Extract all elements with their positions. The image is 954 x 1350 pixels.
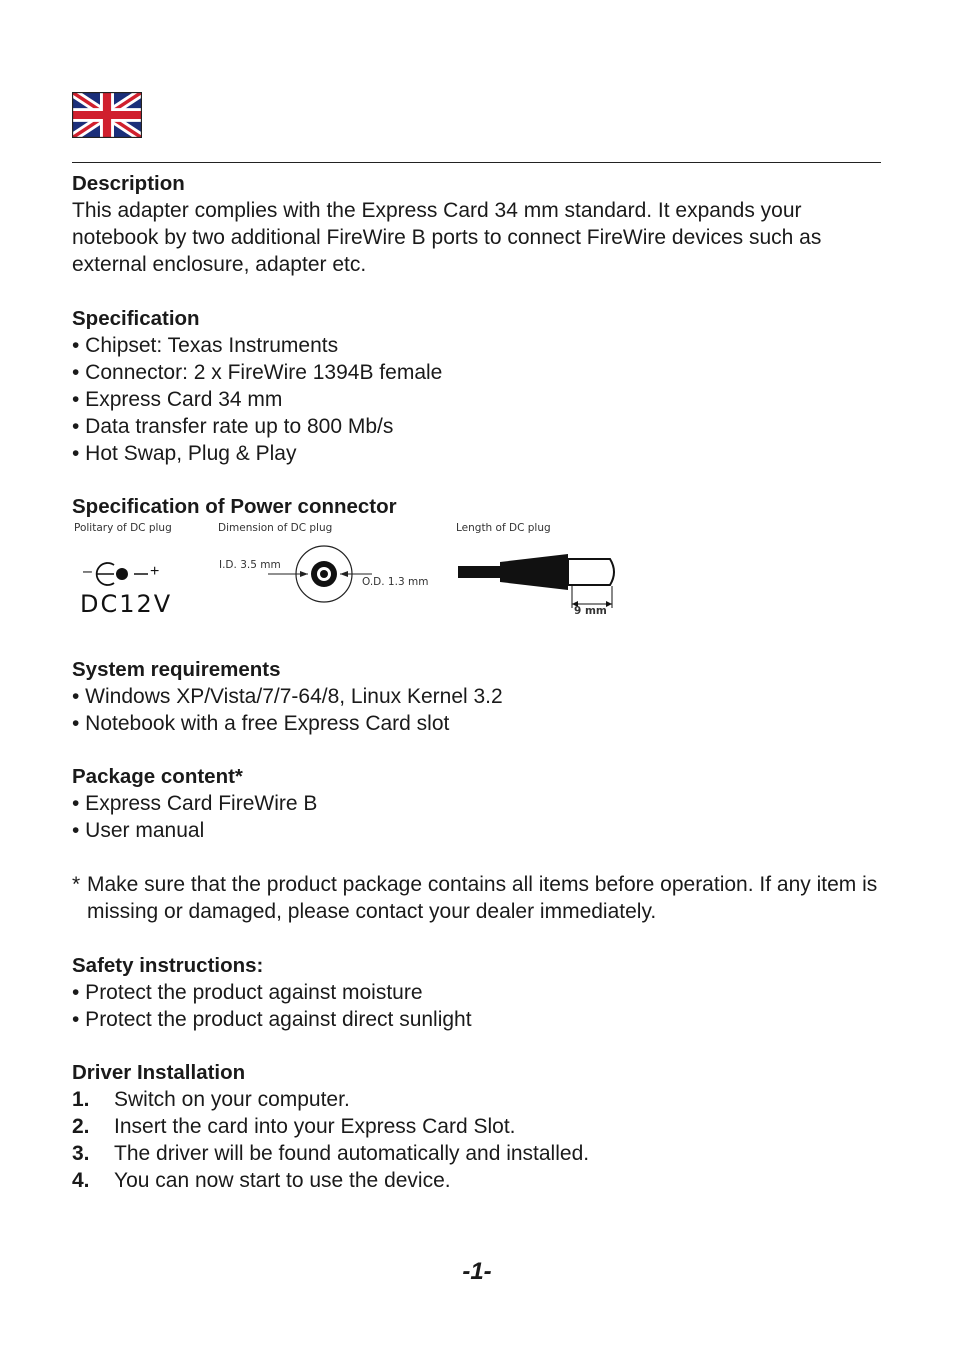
list-item: • Protect the product against moisture: [72, 981, 423, 1004]
list-item: • Protect the product against direct sunlight: [72, 1008, 472, 1031]
package-heading: Package content*: [72, 765, 243, 788]
specification-section: [72, 305, 884, 467]
page-number: -1-: [462, 1258, 492, 1285]
polarity-label: Politary of DC plug: [74, 522, 172, 534]
package-section: [72, 763, 884, 844]
system-heading: System requirements: [72, 658, 281, 681]
package-note: [72, 871, 884, 925]
list-item: • Connector: 2 x FireWire 1394B female: [72, 361, 443, 384]
polarity-plus: +: [150, 563, 160, 580]
description-text: This adapter complies with the Express Card 34 mm standard. It expands your notebook by two additional FireWire B ports to connect FireWire devices such as external enclosure, adapter etc.: [72, 199, 822, 276]
uk-flag-icon: [72, 92, 142, 138]
description-heading: Description: [72, 172, 185, 195]
polarity-minus: –: [83, 563, 92, 580]
voltage-label: DC12V: [80, 590, 173, 618]
install-step: 4. You can now start to use the device.: [72, 1169, 451, 1192]
note-asterisk: *: [72, 873, 81, 896]
dimension-label: Dimension of DC plug: [218, 522, 333, 534]
safety-section: [72, 952, 884, 1033]
install-step: 1. Switch on your computer.: [72, 1088, 350, 1111]
plug-length-value: 9 mm: [574, 605, 607, 617]
driver-section: [72, 1059, 884, 1194]
power-section: [72, 493, 884, 520]
list-item: • Notebook with a free Express Card slot: [72, 712, 450, 735]
dc-plug-length-icon: [458, 548, 628, 610]
dc-plug-dimension-icon: [210, 540, 450, 610]
list-item: • Data transfer rate up to 800 Mb/s: [72, 415, 394, 438]
driver-heading: Driver Installation: [72, 1061, 246, 1084]
note-text: Make sure that the product package contains all items before operation. If any item is missing or damaged, please contact your dealer immediately.: [87, 873, 878, 923]
install-step: 2. Insert the card into your Express Card Slot.: [72, 1115, 516, 1138]
system-section: [72, 656, 884, 737]
list-item: • Hot Swap, Plug & Play: [72, 442, 297, 465]
power-heading: Specification of Power connector: [72, 495, 397, 518]
list-item: • Express Card FireWire B: [72, 792, 318, 815]
inner-diameter-label: I.D. 3.5 mm: [219, 559, 281, 571]
list-item: • Express Card 34 mm: [72, 388, 283, 411]
list-item: • User manual: [72, 819, 205, 842]
install-step: 3. The driver will be found automatically and installed.: [72, 1142, 590, 1165]
outer-diameter-label: O.D. 1.3 mm: [362, 576, 429, 588]
specification-heading: Specification: [72, 307, 200, 330]
header-divider: [72, 162, 881, 163]
length-label: Length of DC plug: [456, 522, 551, 534]
safety-heading: Safety instructions:: [72, 954, 264, 977]
list-item: • Chipset: Texas Instruments: [72, 334, 339, 357]
list-item: • Windows XP/Vista/7/7-64/8, Linux Kernel 3.2: [72, 685, 503, 708]
description-section: [72, 170, 884, 278]
